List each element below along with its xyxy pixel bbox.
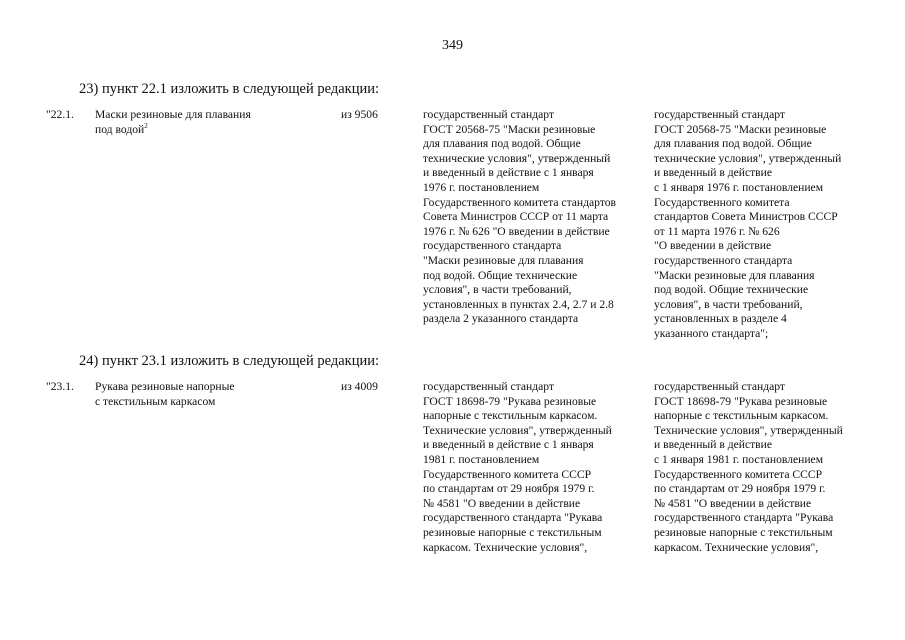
- item-number: "22.1.: [46, 108, 74, 121]
- text-line: установленных в пунктах 2.4, 2.7 и 2.8: [423, 297, 614, 311]
- text-line: условия", в части требований,: [654, 297, 803, 311]
- text-line: государственного стандарта "Рукава: [654, 511, 834, 525]
- text-line: Совета Министров СССР от 11 марта: [423, 210, 609, 224]
- standard-text-left: [423, 108, 616, 327]
- text-line: условия", в части требований,: [423, 283, 572, 297]
- text-line: государственного стандарта: [654, 253, 793, 267]
- text-line: "Маски резиновые для плавания: [423, 253, 584, 267]
- text-line: технические условия", утвержденный: [654, 151, 842, 165]
- text-line: государственного стандарта "Рукава: [423, 511, 603, 525]
- text-line: раздела 2 указанного стандарта: [423, 312, 579, 326]
- text-line: технические условия", утвержденный: [423, 151, 611, 165]
- text-line: "Маски резиновые для плавания: [654, 268, 815, 282]
- text-line: 1976 г. постановлением: [423, 180, 540, 194]
- standard-text-right: [654, 380, 843, 555]
- item-name-line: под водой$^2$: [95, 121, 148, 136]
- section-heading: 23) пункт 22.1 изложить в следующей редакции:: [79, 81, 379, 97]
- text-line: и введенный в действие: [654, 438, 772, 452]
- text-line: государственный стандарт: [654, 108, 785, 121]
- text-line: Технические условия", утвержденный: [654, 423, 843, 437]
- text-line: № 4581 "О введении в действие: [654, 496, 812, 510]
- text-line: ГОСТ 18698-79 "Рукава резиновые: [654, 394, 828, 408]
- text-line: Государственного комитета: [654, 195, 790, 209]
- text-line: для плавания под водой. Общие: [654, 137, 812, 151]
- section-heading: 24) пункт 23.1 изложить в следующей редакции:: [79, 353, 379, 369]
- text-line: под водой. Общие технические: [654, 283, 809, 297]
- text-line: каркасом. Технические условия",: [423, 540, 588, 554]
- text-line: указанного стандарта";: [654, 326, 769, 340]
- text-line: ГОСТ 18698-79 "Рукава резиновые: [423, 394, 597, 408]
- text-line: установленных в разделе 4: [654, 312, 787, 326]
- text-line: государственный стандарт: [423, 108, 554, 121]
- text-line: Государственного комитета стандартов: [423, 195, 617, 209]
- text-line: напорные с текстильным каркасом.: [654, 409, 829, 423]
- text-line: Государственного комитета СССР: [423, 467, 592, 481]
- text-line: по стандартам от 29 ноября 1979 г.: [423, 482, 595, 496]
- standard-text-left: [423, 380, 612, 555]
- text-line: напорные с текстильным каркасом.: [423, 409, 598, 423]
- text-line: государственный стандарт: [654, 380, 785, 393]
- text-line: государственного стандарта: [423, 239, 562, 253]
- text-line: от 11 марта 1976 г. № 626: [654, 224, 780, 238]
- item-name-line: Маски резиновые для плавания: [95, 108, 251, 121]
- text-line: и введенный в действие с 1 января: [423, 438, 594, 452]
- page-number: 349: [442, 38, 463, 53]
- text-line: "О введении в действие: [654, 239, 772, 253]
- item-name: [95, 380, 235, 409]
- text-line: Государственного комитета СССР: [654, 467, 823, 481]
- text-line: каркасом. Технические условия",: [654, 540, 819, 554]
- footnote-marker: 2: [144, 121, 148, 130]
- text-line: резиновые напорные с текстильным: [423, 525, 602, 539]
- text-line: с 1 января 1981 г. постановлением: [654, 452, 824, 466]
- text-line: ГОСТ 20568-75 "Маски резиновые: [423, 122, 596, 136]
- item-name-line: Рукава резиновые напорные: [95, 380, 235, 393]
- text-line: 1976 г. № 626 "О введении в действие: [423, 224, 610, 238]
- text-line: государственный стандарт: [423, 380, 554, 393]
- item-number: "23.1.: [46, 380, 74, 393]
- text-line: № 4581 "О введении в действие: [423, 496, 581, 510]
- standard-text-right: [654, 108, 841, 342]
- text-line: 1981 г. постановлением: [423, 452, 540, 466]
- text-line: и введенный в действие с 1 января: [423, 166, 594, 180]
- text-line: стандартов Совета Министров СССР: [654, 210, 838, 224]
- text-line: ГОСТ 20568-75 "Маски резиновые: [654, 122, 827, 136]
- item-name: [95, 108, 251, 137]
- text-line: с 1 января 1976 г. постановлением: [654, 180, 824, 194]
- text-line: и введенный в действие: [654, 166, 772, 180]
- text-line: резиновые напорные с текстильным: [654, 525, 833, 539]
- item-name-line: с текстильным каркасом: [95, 394, 216, 408]
- text-line: по стандартам от 29 ноября 1979 г.: [654, 482, 826, 496]
- text-line: Технические условия", утвержденный: [423, 423, 612, 437]
- text-line: для плавания под водой. Общие: [423, 137, 581, 151]
- text-line: под водой. Общие технические: [423, 268, 578, 282]
- item-code: из 9506: [341, 108, 378, 121]
- item-code: из 4009: [341, 380, 378, 393]
